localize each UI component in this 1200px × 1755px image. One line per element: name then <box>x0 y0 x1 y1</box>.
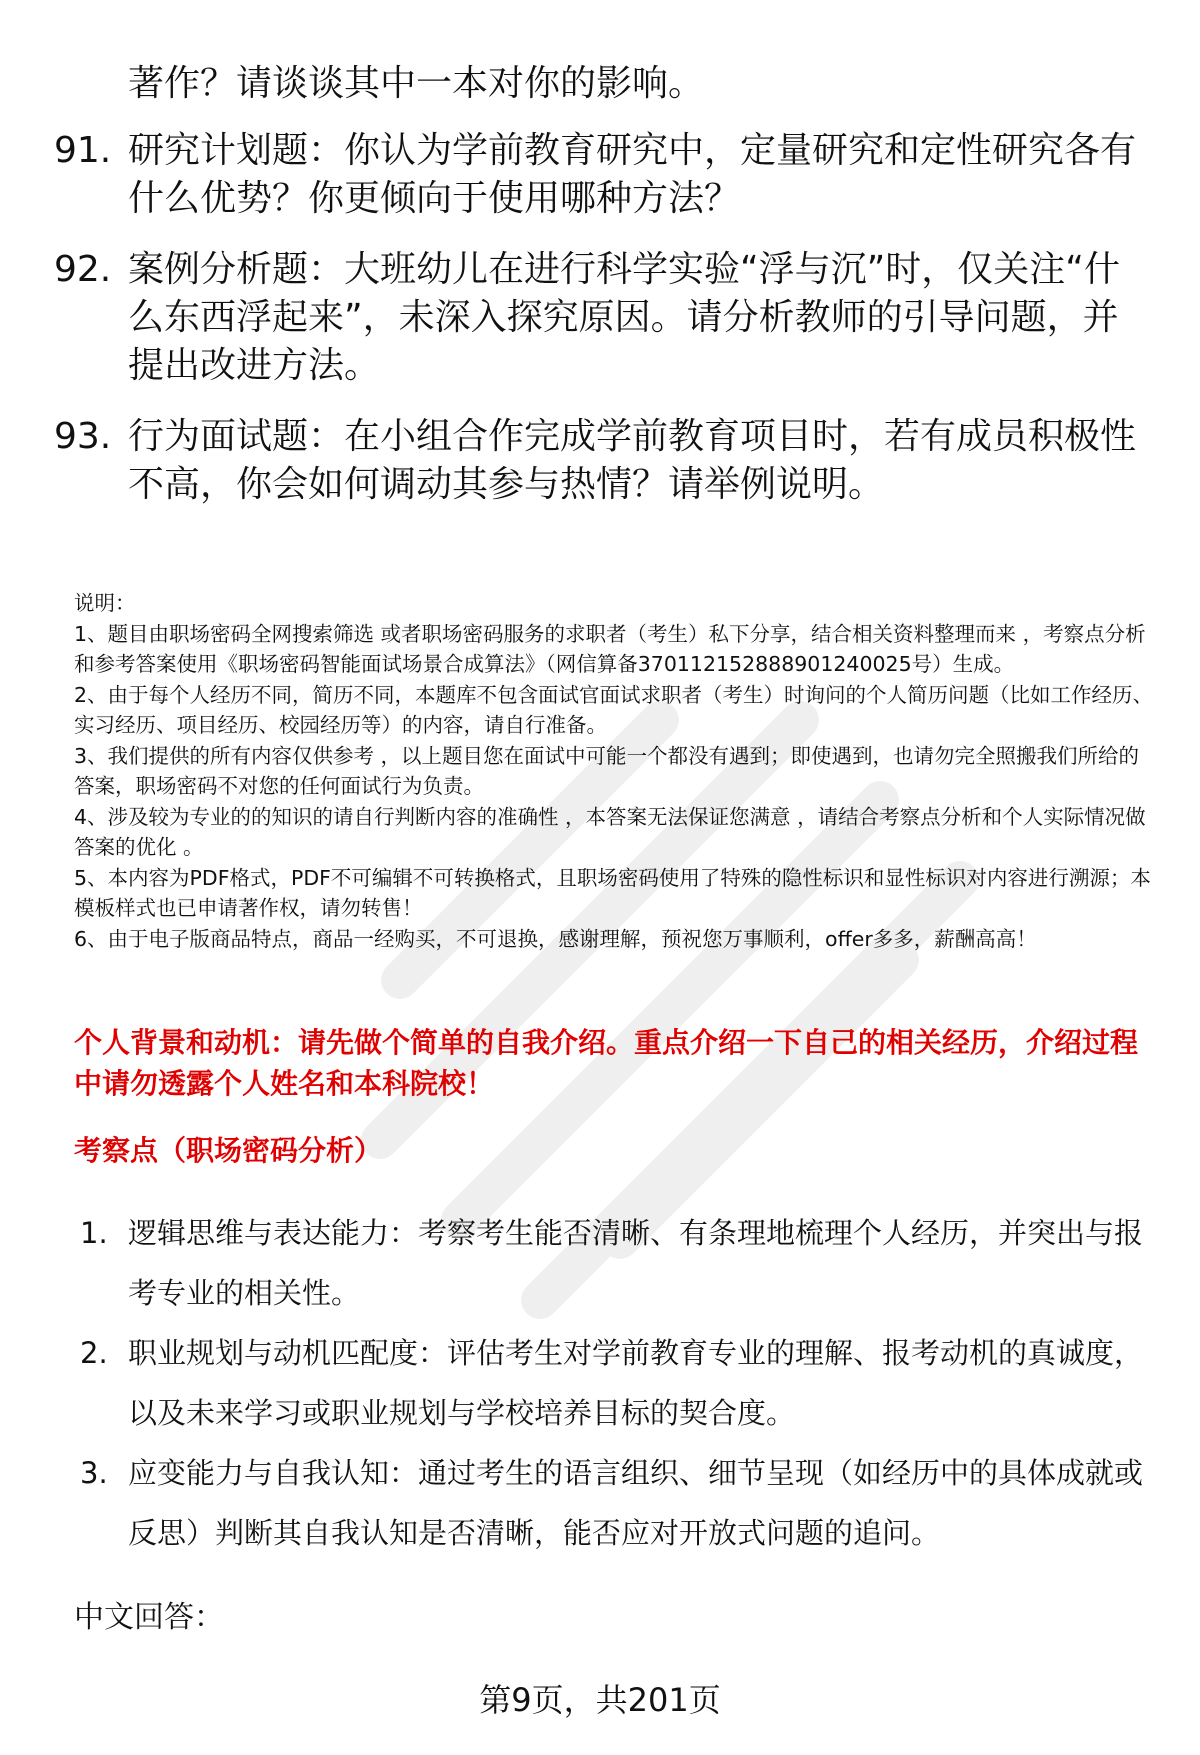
analysis-point <box>80 1323 1160 1443</box>
note-item: 1、题目由职场密码全网搜索筛选 或者职场密码服务的求职者（考生）私下分享，结合相关资料整理而来 ，考察点分析和参考答案使用《职场密码智能面试场景合成算法》（网信算备370112152888901240025号）生成。 <box>74 621 1146 676</box>
question-number: 91. <box>54 130 112 171</box>
analysis-heading: 考察点（职场密码分析） <box>74 1134 383 1167</box>
question-text: 案例分析题：大班幼儿在进行科学实验“浮与沉”时，仅关注“什么东西浮起来”，未深入探究原因。请分析教师的引导问题，并提出改进方法。 <box>128 249 1120 386</box>
note-item: 4、涉及较为专业的的知识的请自行判断内容的准确性 ，本答案无法保证您满意 ，请结合考察点分析和个人实际情况做答案的优化 。 <box>74 804 1146 859</box>
analysis-points-list <box>80 1203 1160 1563</box>
question-continued-text: 著作？请谈谈其中一本对你的影响。 <box>128 63 705 104</box>
notes-section <box>74 588 1159 954</box>
notes-title: 说明： <box>74 591 136 615</box>
background-question: 个人背景和动机：请先做个简单的自我介绍。重点介绍一下自己的相关经历，介绍过程中请勿透露个人姓名和本科院校！ <box>74 1026 1139 1100</box>
analysis-point <box>80 1443 1160 1563</box>
answer-label: 中文回答： <box>74 1600 224 1635</box>
question-93 <box>54 413 1154 509</box>
question-number: 93. <box>54 416 112 457</box>
analysis-point <box>80 1203 1160 1323</box>
point-text: 应变能力与自我认知：通过考生的语言组织、细节呈现（如经历中的具体成就或反思）判断其自我认知是否清晰，能否应对开放式问题的追问。 <box>128 1456 1144 1550</box>
question-92 <box>54 246 1154 390</box>
point-number: 2. <box>80 1336 108 1370</box>
question-text: 行为面试题：在小组合作完成学前教育项目时，若有成员积极性不高，你会如何调动其参与热情？请举例说明。 <box>128 416 1137 505</box>
note-item: 2、由于每个人经历不同，简历不同，本题库不包含面试官面试求职者（考生）时询问的个人简历问题（比如工作经历、实习经历、项目经历、校园经历等）的内容，请自行准备。 <box>74 682 1154 737</box>
question-text: 研究计划题：你认为学前教育研究中，定量研究和定性研究各有什么优势？你更倾向于使用哪种方法？ <box>128 130 1137 219</box>
point-number: 1. <box>80 1216 108 1250</box>
page-footer: 第9页，共201页 <box>479 1681 721 1719</box>
question-number: 92. <box>54 249 112 290</box>
point-text: 职业规划与动机匹配度：评估考生对学前教育专业的理解、报考动机的真诚度，以及未来学习或职业规划与学校培养目标的契合度。 <box>128 1336 1144 1430</box>
point-text: 逻辑思维与表达能力：考察考生能否清晰、有条理地梳理个人经历，并突出与报考专业的相关性。 <box>128 1216 1144 1310</box>
note-item: 3、我们提供的所有内容仅供参考 ，以上题目您在面试中可能一个都没有遇到；即使遇到，也请勿完全照搬我们所给的答案，职场密码不对您的任何面试行为负责。 <box>74 743 1140 798</box>
point-number: 3. <box>80 1456 108 1490</box>
note-item: 6、由于电子版商品特点，商品一经购买，不可退换，感谢理解，预祝您万事顺利，offer多多，薪酬高高！ <box>74 926 1037 951</box>
note-item: 5、本内容为PDF格式，PDF不可编辑不可转换格式，且职场密码使用了特殊的隐性标识和显性标识对内容进行溯源；本模板样式也已申请著作权，请勿转售！ <box>74 865 1151 920</box>
question-91 <box>54 127 1154 223</box>
